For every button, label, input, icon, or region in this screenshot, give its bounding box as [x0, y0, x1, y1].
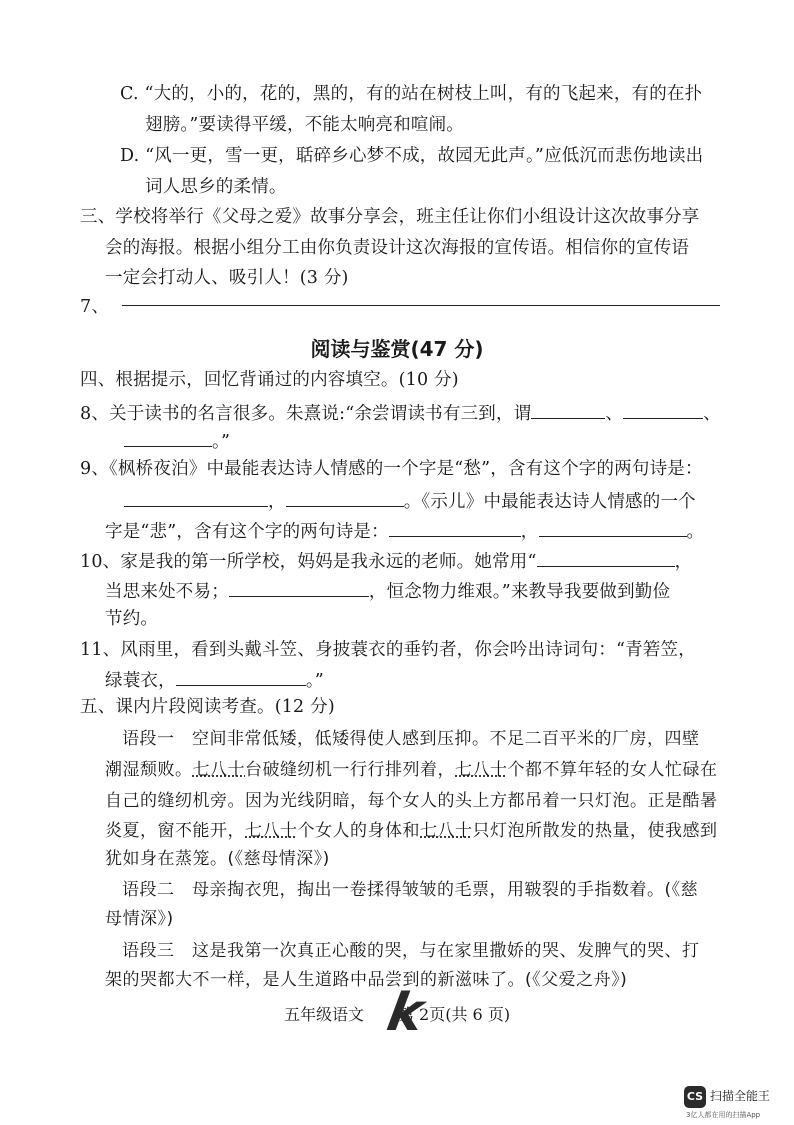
q11-end: 。”: [305, 671, 324, 691]
passage2-line2: 母情深》): [105, 909, 174, 929]
p1-l4-c: 只灯泡所散发的热量，使我感到: [472, 821, 718, 841]
q10-line2: [105, 578, 670, 604]
q10-text-a: 10、家是我的第一所学校，妈妈是我永远的老师。她常用“: [80, 552, 537, 572]
q4-heading: 四、根据提示，回忆背诵过的内容填空。(10 分): [80, 370, 459, 390]
q9-comma: ，: [268, 492, 286, 512]
k-logo-mark: k: [382, 983, 428, 1043]
p1-l2-b: 台破缝纫机一行行排列着，: [245, 760, 455, 780]
q8-sep2: 、: [703, 404, 721, 424]
option-d-line2: 词人思乡的柔情。: [145, 177, 287, 197]
q10-line3: 节约。: [105, 609, 159, 629]
q10-comma: ，: [674, 552, 693, 572]
p1-l4-a: 炎夏，窗不能开，: [105, 821, 245, 841]
q9-comma2: ，: [520, 522, 539, 542]
q11-text-b: 绿蓑衣，: [105, 671, 176, 691]
section-title: 阅读与鉴赏(47 分): [310, 337, 484, 361]
footer-page-number: 第 2页(共 6 页): [397, 1005, 511, 1024]
p1-l2-c: 个都不算年轻的女人忙碌在: [507, 760, 718, 780]
passage1-line5: 犹如身在蒸笼。(《慈母情深》): [105, 849, 330, 869]
passage1-line3: 自己的缝纫机旁。因为光线阴暗，每个女人的头上方都吊着一只灯泡。正是酷暑: [105, 791, 718, 811]
q9-line3: [105, 518, 704, 544]
passage1-line1: 语段一 空间非常低矮，低矮得使人感到压抑。不足二百平米的厂房，四壁: [122, 729, 700, 749]
q9-blank-2[interactable]: [286, 488, 404, 507]
p1-dotted-text-2: 七八十: [455, 760, 508, 780]
q7-answer-line[interactable]: [122, 305, 720, 306]
q9-text-c: 字是“悲”，含有这个字的两句诗是：: [105, 522, 389, 542]
q10-text-c: ，恒念物力维艰。”来教导我要做到勤俭: [368, 582, 671, 602]
p1-l2-a: 潮湿颓败。: [105, 760, 193, 780]
passage1-line4: [105, 819, 718, 843]
scanner-watermark: [684, 1084, 794, 1120]
q9-blank-4[interactable]: [539, 518, 687, 537]
q3-line2: 会的海报。根据小组分工由你负责设计这次海报的宣传语。相信你的宣传语: [105, 238, 690, 258]
footer-subject: 五年级语文: [283, 1005, 364, 1024]
option-c-line2: 翅膀。”要读得平缓，不能太响亮和喧闹。: [145, 115, 464, 135]
q10-blank-2[interactable]: [229, 578, 369, 597]
q9-line2: [124, 488, 696, 514]
p1-dotted-text-4: 七八十: [420, 821, 473, 841]
option-c-line1: C. “大的，小的，花的，黑的，有的站在树枝上叫，有的飞起来，有的在扑: [120, 84, 703, 104]
q9-line1: 9、《枫桥夜泊》中最能表达诗人情感的一个字是“愁”，含有这个字的两句诗是：: [80, 459, 703, 479]
q11-line2: [105, 667, 324, 693]
q8-text: 8、关于读书的名言很多。朱熹说:“余尝谓读书有三到，谓: [80, 404, 532, 424]
passage3-line2: 架的哭都大不一样，是人生道路中品尝到的新滋味了。(《父爱之舟》): [105, 970, 628, 990]
scanner-name: 扫描全能王: [710, 1089, 771, 1103]
q8-sep1: 、: [605, 404, 624, 424]
q9-end: 。: [686, 522, 705, 542]
passage1-line2: [105, 758, 718, 782]
p1-dotted-1: [193, 760, 246, 780]
q3-line1: 三、学校将举行《父母之爱》故事分享会，班主任让你们小组设计这次故事分享: [80, 207, 700, 227]
q9-blank-3[interactable]: [389, 518, 521, 537]
p1-dotted-text-3: 七八十: [245, 821, 298, 841]
option-d-line1: D. “风一更，雪一更，聒碎乡心梦不成，故园无此声。”应低沉而悲伤地读出: [120, 146, 704, 166]
q8-line2: [124, 428, 230, 454]
p1-l4-b: 个女人的身体和: [297, 821, 420, 841]
passage2-line1: 语段二 母亲掏衣兜，掏出一卷揉得皱皱的毛票，用皲裂的手指数着。(《慈: [122, 880, 699, 900]
q9-text-b: 。《示儿》中最能表达诗人情感的一个: [403, 492, 696, 512]
q8-blank-3[interactable]: [124, 428, 212, 447]
q8-blank-1[interactable]: [531, 400, 605, 419]
q10-line1: [80, 548, 692, 574]
q11-blank[interactable]: [176, 667, 306, 686]
scanner-tagline: 3亿人都在用的扫描App: [686, 1111, 761, 1119]
q8-line1: [80, 400, 721, 426]
camscanner-icon: CS: [684, 1086, 706, 1108]
q5-heading: 五、课内片段阅读考查。(12 分): [80, 697, 335, 717]
q10-blank-1[interactable]: [537, 548, 675, 567]
q8-end: 。”: [212, 432, 231, 452]
p1-dotted-text-1: 七八十: [192, 760, 245, 780]
q11-line1: 11、风雨里，看到头戴斗笠、身披蓑衣的垂钓者，你会吟出诗词句：“青箬笠，: [80, 640, 696, 660]
passage3-line1: 语段三 这是我第一次真正心酸的哭，与在家里撒娇的哭、发脾气的哭、打: [122, 941, 700, 961]
q9-blank-1[interactable]: [124, 488, 268, 507]
q3-line3: 一定会打动人、吸引人！(3 分): [105, 268, 349, 288]
q10-text-b: 当思来处不易；: [105, 582, 229, 602]
q8-blank-2[interactable]: [623, 400, 703, 419]
q7-label: 7、: [80, 297, 110, 317]
